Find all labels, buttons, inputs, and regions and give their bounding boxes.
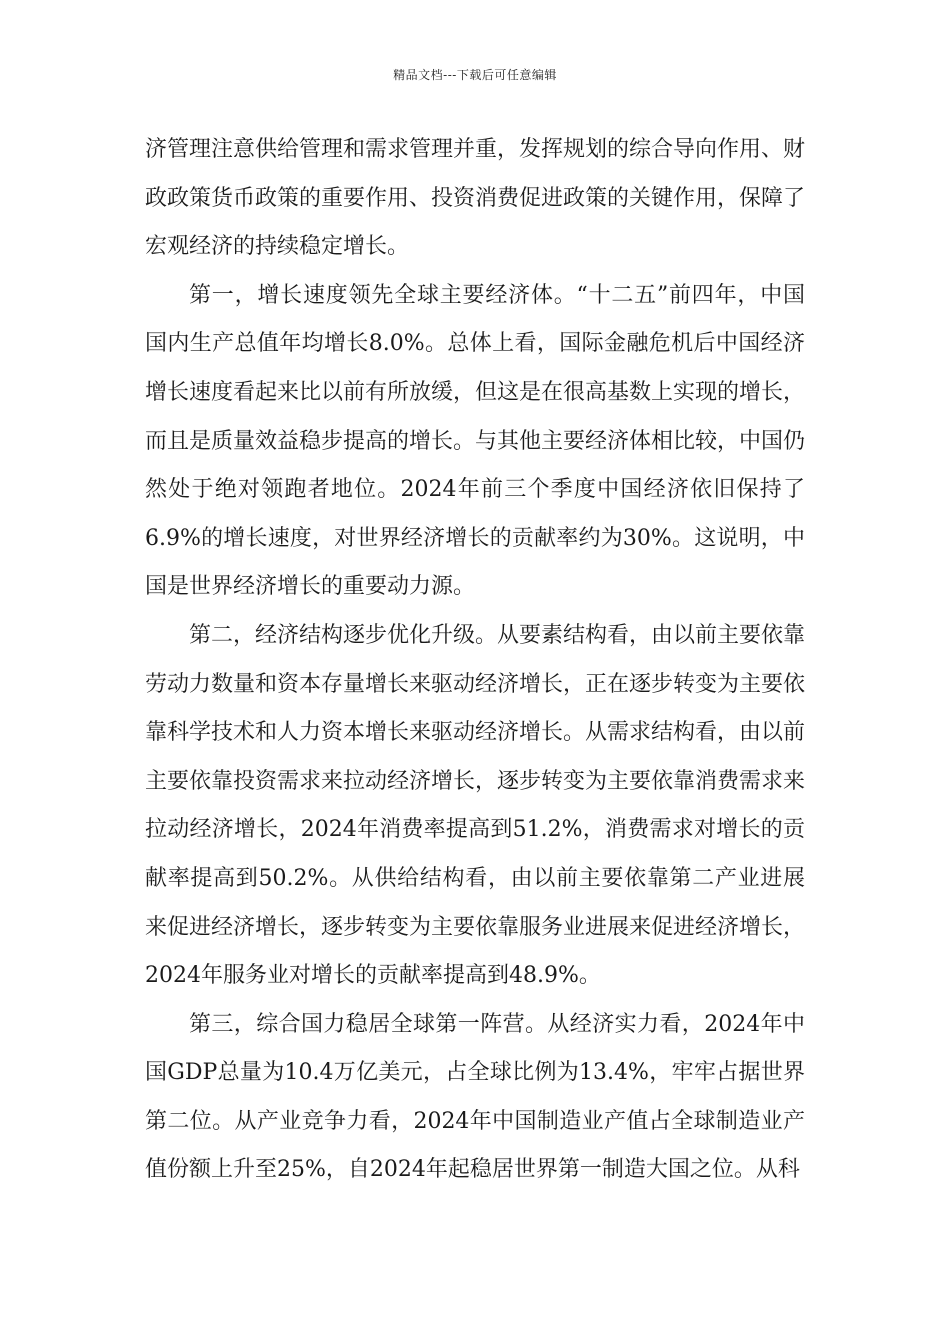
paragraph-growth-speed: 第一，增长速度领先全球主要经济体。“十二五”前四年，中国国内生产总值年均增长8.0%。总体上看，国际金融危机后中国经济增长速度看起来比以前有所放缓，但这是在很高基数上实现的增长，而且是质量效益稳步提高的增长。与其他主要经济体相比较，中国仍然处于绝对领跑者地位。2024年前三个季度中国经济依旧保持了6.9%的增长速度，对世界经济增长的贡献率约为30%。这说明，中国是世界经济增长的重要动力源。 xyxy=(145,282,806,600)
paragraph-continuation: 济管理注意供给管理和需求管理并重，发挥规划的综合导向作用、财政政策货币政策的重要作用、投资消费促进政策的关键作用，保障了宏观经济的持续稳定增长。 xyxy=(145,137,806,260)
document-body xyxy=(145,126,805,1195)
paragraph-national-strength: 第三，综合国力稳居全球第一阵营。从经济实力看，2024年中国GDP总量为10.4万亿美元，占全球比例为13.4%，牢牢占据世界第二位。从产业竞争力看，2024年中国制造业产值占全球制造业产值份额上升至25%，自2024年起稳居世界第一制造大国之位。从科 xyxy=(145,1011,805,1183)
page-header: 精品文档---下载后可任意编辑 xyxy=(393,68,557,82)
paragraph-economic-structure: 第二，经济结构逐步优化升级。从要素结构看，由以前主要依靠劳动力数量和资本存量增长来驱动经济增长，正在逐步转变为主要依靠科学技术和人力资本增长来驱动经济增长。从需求结构看，由以前主要依靠投资需求来拉动经济增长，逐步转变为主要依靠消费需求来拉动经济增长，2024年消费率提高到51.2%，消费需求对增长的贡献率提高到50.2%。从供给结构看，由以前主要依靠第二产业进展来促进经济增长，逐步转变为主要依靠服务业进展来促进经济增长，2024年服务业对增长的贡献率提高到48.9%。 xyxy=(145,622,806,989)
